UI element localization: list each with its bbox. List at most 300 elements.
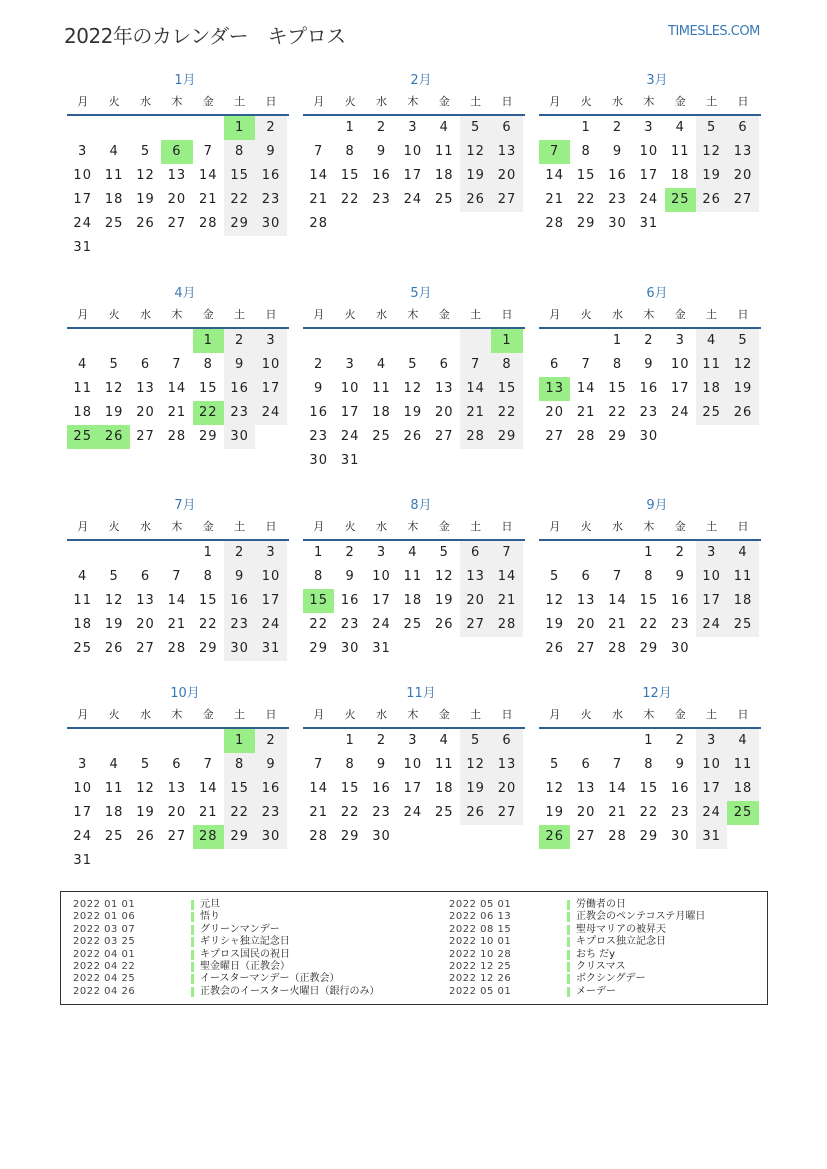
day-cell: 21 bbox=[198, 192, 218, 207]
holiday-date: 2022 01 06 bbox=[73, 911, 136, 923]
day-cell: 3 bbox=[408, 120, 418, 135]
weekday-label: 日 bbox=[737, 95, 749, 108]
day-cell: 24 bbox=[403, 192, 423, 207]
day-cell: 26 bbox=[539, 825, 570, 849]
weekday-label: 木 bbox=[171, 520, 183, 533]
empty-cell bbox=[727, 637, 758, 661]
day-cell: 24 bbox=[340, 429, 360, 444]
day-cell: 25 bbox=[67, 425, 98, 449]
weekday-label: 火 bbox=[344, 520, 356, 533]
holiday-marker bbox=[567, 912, 570, 922]
day-cell: 26 bbox=[545, 641, 564, 656]
holiday-legend bbox=[60, 891, 768, 1005]
day-cell: 10 bbox=[372, 569, 391, 584]
empty-cell bbox=[130, 729, 161, 753]
day-cell: 30 bbox=[309, 453, 328, 468]
month-block bbox=[539, 497, 761, 661]
day-cell: 17 bbox=[696, 777, 727, 801]
weekday-label: 水 bbox=[139, 308, 151, 321]
day-cell: 25 bbox=[665, 188, 696, 212]
day-cell: 16 bbox=[670, 593, 690, 608]
day-cell: 5 bbox=[696, 116, 727, 140]
day-cell: 13 bbox=[576, 781, 596, 796]
month-block bbox=[303, 685, 525, 849]
day-cell: 14 bbox=[198, 781, 218, 796]
weekday-header bbox=[539, 90, 761, 116]
day-cell: 17 bbox=[639, 168, 659, 183]
weekday-label: 日 bbox=[501, 308, 513, 321]
day-cell: 7 bbox=[203, 144, 213, 159]
day-cell: 1 bbox=[345, 120, 355, 135]
holiday-date: 2022 12 25 bbox=[449, 960, 512, 972]
day-cell: 12 bbox=[460, 753, 491, 777]
weekday-label: 月 bbox=[313, 95, 325, 108]
empty-cell bbox=[130, 236, 161, 260]
day-cell: 19 bbox=[545, 805, 564, 820]
day-cell: 27 bbox=[727, 188, 758, 212]
day-cell: 11 bbox=[727, 565, 758, 589]
day-cell: 22 bbox=[491, 401, 522, 425]
day-cell: 18 bbox=[434, 168, 454, 183]
day-cell: 18 bbox=[73, 405, 92, 420]
holiday-date: 2022 10 28 bbox=[449, 948, 512, 960]
day-cell: 20 bbox=[545, 405, 564, 420]
day-cell: 2 bbox=[376, 120, 387, 135]
holiday-name: イースターマンデー（正教会） bbox=[200, 973, 340, 985]
month-block bbox=[539, 72, 761, 236]
day-cell: 3 bbox=[644, 120, 654, 135]
weekday-label: 月 bbox=[549, 708, 561, 721]
day-cell: 12 bbox=[727, 353, 758, 377]
day-cell: 18 bbox=[372, 405, 391, 420]
day-cell: 27 bbox=[460, 613, 491, 637]
month-name: 1月 bbox=[174, 73, 196, 88]
month-block bbox=[67, 685, 289, 873]
day-cell: 14 bbox=[309, 781, 328, 796]
day-cell: 31 bbox=[73, 240, 92, 255]
month-name: 7月 bbox=[174, 498, 196, 513]
day-cell: 3 bbox=[78, 757, 88, 772]
day-cell: 23 bbox=[670, 617, 690, 632]
weekday-label: 木 bbox=[643, 95, 655, 108]
day-cell: 9 bbox=[675, 757, 685, 772]
day-cell: 14 bbox=[198, 168, 218, 183]
holiday-marker bbox=[191, 974, 194, 984]
day-cell: 24 bbox=[255, 401, 286, 425]
day-cell: 22 bbox=[608, 405, 627, 420]
month-block bbox=[67, 497, 289, 661]
day-cell: 21 bbox=[167, 617, 187, 632]
day-cell: 17 bbox=[403, 781, 423, 796]
day-cell: 14 bbox=[491, 565, 522, 589]
day-cell: 24 bbox=[73, 216, 92, 231]
weekday-header bbox=[539, 703, 761, 729]
day-cell: 21 bbox=[608, 805, 627, 820]
weekday-label: 月 bbox=[77, 708, 89, 721]
day-cell: 11 bbox=[434, 757, 454, 772]
day-cell: 28 bbox=[309, 216, 328, 231]
weekday-label: 月 bbox=[549, 308, 561, 321]
day-cell: 16 bbox=[670, 781, 690, 796]
day-cell: 15 bbox=[224, 777, 255, 801]
weekday-label: 土 bbox=[234, 520, 246, 533]
day-cell: 12 bbox=[104, 381, 124, 396]
day-cell: 10 bbox=[73, 781, 92, 796]
empty-cell bbox=[491, 637, 522, 661]
legend-row bbox=[449, 924, 705, 936]
day-cell: 2 bbox=[376, 733, 387, 748]
day-cell: 25 bbox=[104, 216, 124, 231]
day-cell: 22 bbox=[340, 192, 360, 207]
day-cell: 6 bbox=[140, 569, 151, 584]
legend-row bbox=[449, 961, 705, 973]
day-cell: 2 bbox=[255, 116, 286, 140]
empty-cell bbox=[161, 329, 192, 353]
day-cell: 1 bbox=[314, 545, 324, 560]
day-cell: 20 bbox=[167, 192, 187, 207]
day-cell: 5 bbox=[550, 757, 560, 772]
day-cell: 23 bbox=[224, 613, 255, 637]
day-cell: 7 bbox=[491, 541, 522, 565]
day-cell: 22 bbox=[639, 617, 659, 632]
day-cell: 13 bbox=[460, 565, 491, 589]
weekday-label: 火 bbox=[108, 308, 120, 321]
day-cell: 22 bbox=[193, 401, 224, 425]
empty-cell bbox=[98, 116, 129, 140]
empty-cell bbox=[727, 825, 758, 849]
empty-cell bbox=[696, 637, 727, 661]
day-cell: 30 bbox=[670, 829, 690, 844]
month-name: 4月 bbox=[174, 286, 196, 301]
weekday-header bbox=[303, 90, 525, 116]
day-cell: 10 bbox=[403, 144, 423, 159]
empty-cell bbox=[727, 212, 758, 236]
day-cell: 27 bbox=[491, 188, 522, 212]
holiday-name: 労働者の日 bbox=[576, 899, 626, 910]
holiday-marker bbox=[567, 987, 570, 997]
weekday-label: 月 bbox=[77, 308, 89, 321]
day-cell: 2 bbox=[675, 545, 685, 560]
day-cell: 2 bbox=[675, 733, 685, 748]
day-cell: 22 bbox=[224, 188, 255, 212]
day-cell: 25 bbox=[104, 829, 124, 844]
day-cell: 25 bbox=[434, 192, 454, 207]
day-cell: 24 bbox=[696, 613, 727, 637]
day-cell: 1 bbox=[612, 333, 623, 348]
day-cell: 22 bbox=[198, 617, 218, 632]
day-cell: 23 bbox=[224, 401, 255, 425]
day-cell: 11 bbox=[727, 753, 758, 777]
day-cell: 14 bbox=[309, 168, 328, 183]
day-cell: 5 bbox=[109, 569, 119, 584]
month-block bbox=[539, 685, 761, 849]
day-cell: 19 bbox=[545, 617, 564, 632]
day-cell: 6 bbox=[727, 116, 758, 140]
holiday-marker bbox=[191, 937, 194, 947]
day-cell: 20 bbox=[460, 589, 491, 613]
day-cell: 21 bbox=[460, 401, 491, 425]
day-cell: 31 bbox=[696, 825, 727, 849]
day-cell: 13 bbox=[491, 140, 522, 164]
day-cell: 26 bbox=[460, 801, 491, 825]
weekday-label: 火 bbox=[580, 308, 592, 321]
holiday-marker bbox=[191, 900, 194, 910]
day-grid bbox=[67, 729, 289, 873]
legend-row bbox=[73, 924, 380, 936]
day-cell: 4 bbox=[675, 120, 685, 135]
weekday-label: 火 bbox=[344, 95, 356, 108]
empty-cell bbox=[193, 236, 224, 260]
day-cell: 15 bbox=[340, 168, 360, 183]
weekday-label: 金 bbox=[438, 520, 450, 533]
day-cell: 14 bbox=[608, 593, 627, 608]
day-cell: 17 bbox=[403, 168, 423, 183]
day-cell: 13 bbox=[136, 593, 155, 608]
weekday-label: 木 bbox=[171, 95, 183, 108]
day-cell: 4 bbox=[727, 541, 758, 565]
weekday-label: 木 bbox=[643, 708, 655, 721]
day-cell: 27 bbox=[136, 641, 155, 656]
day-cell: 10 bbox=[696, 565, 727, 589]
holiday-date: 2022 05 01 bbox=[449, 899, 512, 910]
empty-cell bbox=[429, 329, 460, 353]
weekday-label: 金 bbox=[674, 95, 686, 108]
weekday-header bbox=[539, 303, 761, 329]
weekday-label: 金 bbox=[202, 520, 214, 533]
holiday-date: 2022 10 01 bbox=[449, 936, 512, 948]
day-cell: 3 bbox=[696, 729, 727, 753]
day-cell: 24 bbox=[372, 617, 391, 632]
day-cell: 1 bbox=[193, 329, 224, 353]
holiday-marker bbox=[567, 937, 570, 947]
day-cell: 1 bbox=[644, 545, 654, 560]
day-cell: 25 bbox=[372, 429, 391, 444]
empty-cell bbox=[539, 729, 570, 753]
day-cell: 1 bbox=[224, 729, 255, 753]
day-cell: 12 bbox=[545, 593, 564, 608]
legend-column-right bbox=[449, 899, 705, 998]
day-grid bbox=[539, 329, 761, 449]
day-cell: 25 bbox=[727, 801, 758, 825]
weekday-label: 火 bbox=[344, 308, 356, 321]
day-grid bbox=[67, 116, 289, 260]
empty-cell bbox=[161, 849, 192, 873]
weekday-label: 土 bbox=[706, 95, 718, 108]
day-cell: 2 bbox=[224, 329, 255, 353]
day-cell: 29 bbox=[639, 641, 659, 656]
day-cell: 27 bbox=[576, 641, 596, 656]
day-cell: 10 bbox=[340, 381, 360, 396]
day-cell: 21 bbox=[309, 192, 328, 207]
day-cell: 2 bbox=[314, 357, 324, 372]
month-block bbox=[67, 72, 289, 260]
month-name: 9月 bbox=[646, 498, 668, 513]
holiday-marker bbox=[567, 974, 570, 984]
day-cell: 29 bbox=[309, 641, 328, 656]
weekday-header bbox=[303, 703, 525, 729]
day-cell: 6 bbox=[550, 357, 560, 372]
empty-cell bbox=[98, 849, 129, 873]
day-cell: 7 bbox=[172, 357, 182, 372]
legend-row bbox=[449, 899, 705, 911]
day-grid bbox=[539, 116, 761, 236]
day-cell: 19 bbox=[403, 405, 423, 420]
day-cell: 28 bbox=[193, 825, 224, 849]
day-cell: 26 bbox=[98, 425, 129, 449]
day-cell: 23 bbox=[340, 617, 360, 632]
day-cell: 16 bbox=[309, 405, 328, 420]
day-cell: 30 bbox=[372, 829, 391, 844]
holiday-marker bbox=[567, 950, 570, 960]
day-cell: 18 bbox=[696, 377, 727, 401]
day-cell: 21 bbox=[608, 617, 627, 632]
day-cell: 19 bbox=[104, 617, 124, 632]
day-cell: 13 bbox=[539, 377, 570, 401]
day-cell: 12 bbox=[460, 140, 491, 164]
empty-cell bbox=[366, 329, 397, 353]
day-cell: 4 bbox=[408, 545, 418, 560]
weekday-label: 水 bbox=[375, 308, 387, 321]
holiday-date: 2022 05 01 bbox=[449, 985, 512, 997]
day-cell: 9 bbox=[644, 357, 654, 372]
day-cell: 22 bbox=[224, 801, 255, 825]
day-cell: 28 bbox=[309, 829, 328, 844]
empty-cell bbox=[130, 116, 161, 140]
day-cell: 27 bbox=[167, 829, 187, 844]
day-cell: 15 bbox=[639, 781, 659, 796]
day-cell: 30 bbox=[670, 641, 690, 656]
legend-row bbox=[449, 949, 705, 961]
weekday-label: 水 bbox=[139, 708, 151, 721]
day-cell: 6 bbox=[581, 757, 591, 772]
day-cell: 16 bbox=[255, 164, 286, 188]
day-cell: 5 bbox=[460, 729, 491, 753]
day-cell: 5 bbox=[439, 545, 449, 560]
day-cell: 26 bbox=[696, 188, 727, 212]
day-cell: 19 bbox=[104, 405, 124, 420]
empty-cell bbox=[491, 212, 522, 236]
weekday-header bbox=[67, 90, 289, 116]
empty-cell bbox=[130, 329, 161, 353]
day-cell: 27 bbox=[136, 429, 155, 444]
page-title: 2022年のカレンダー キプロス bbox=[64, 24, 346, 48]
day-cell: 25 bbox=[73, 641, 92, 656]
empty-cell bbox=[366, 449, 397, 473]
holiday-marker bbox=[191, 912, 194, 922]
day-cell: 17 bbox=[340, 405, 360, 420]
day-cell: 23 bbox=[639, 405, 659, 420]
empty-cell bbox=[429, 637, 460, 661]
month-name: 5月 bbox=[410, 286, 432, 301]
day-cell: 12 bbox=[403, 381, 423, 396]
brand-link[interactable]: TIMESLES.COM bbox=[668, 24, 760, 39]
empty-cell bbox=[491, 825, 522, 849]
weekday-label: 月 bbox=[77, 520, 89, 533]
day-cell: 12 bbox=[696, 140, 727, 164]
day-cell: 14 bbox=[608, 781, 627, 796]
day-cell: 29 bbox=[198, 429, 218, 444]
day-cell: 4 bbox=[727, 729, 758, 753]
day-cell: 11 bbox=[403, 569, 423, 584]
day-cell: 23 bbox=[255, 188, 286, 212]
day-cell: 19 bbox=[434, 593, 454, 608]
day-cell: 20 bbox=[167, 805, 187, 820]
day-cell: 5 bbox=[460, 116, 491, 140]
legend-row bbox=[73, 986, 380, 998]
day-cell: 18 bbox=[73, 617, 92, 632]
weekday-label: 水 bbox=[611, 308, 623, 321]
day-cell: 29 bbox=[491, 425, 522, 449]
day-cell: 26 bbox=[104, 641, 124, 656]
day-cell: 7 bbox=[612, 757, 623, 772]
day-cell: 16 bbox=[608, 168, 627, 183]
legend-row bbox=[449, 936, 705, 948]
day-cell: 16 bbox=[224, 589, 255, 613]
day-cell: 30 bbox=[255, 212, 286, 236]
day-cell: 31 bbox=[372, 641, 391, 656]
day-cell: 7 bbox=[612, 569, 623, 584]
day-cell: 9 bbox=[675, 569, 685, 584]
empty-cell bbox=[665, 425, 696, 449]
day-cell: 16 bbox=[372, 168, 391, 183]
weekday-label: 水 bbox=[139, 95, 151, 108]
month-name: 2月 bbox=[410, 73, 432, 88]
day-cell: 17 bbox=[73, 805, 92, 820]
weekday-label: 日 bbox=[265, 95, 277, 108]
weekday-label: 土 bbox=[706, 708, 718, 721]
empty-cell bbox=[224, 849, 255, 873]
day-cell: 3 bbox=[255, 329, 286, 353]
day-cell: 8 bbox=[345, 757, 355, 772]
day-cell: 27 bbox=[491, 801, 522, 825]
weekday-label: 金 bbox=[674, 708, 686, 721]
holiday-date: 2022 04 01 bbox=[73, 948, 136, 960]
day-cell: 24 bbox=[255, 613, 286, 637]
day-cell: 20 bbox=[491, 164, 522, 188]
weekday-label: 日 bbox=[501, 95, 513, 108]
holiday-name: 聖金曜日（正教会） bbox=[200, 960, 290, 972]
weekday-label: 日 bbox=[265, 308, 277, 321]
day-cell: 9 bbox=[314, 381, 324, 396]
legend-row bbox=[449, 911, 705, 923]
holiday-date: 2022 12 26 bbox=[449, 973, 512, 985]
weekday-label: 水 bbox=[375, 95, 387, 108]
day-cell: 31 bbox=[255, 637, 286, 661]
empty-cell bbox=[429, 212, 460, 236]
day-cell: 15 bbox=[491, 377, 522, 401]
day-cell: 21 bbox=[576, 405, 596, 420]
day-grid bbox=[67, 329, 289, 449]
weekday-label: 月 bbox=[77, 95, 89, 108]
day-cell: 25 bbox=[403, 617, 423, 632]
weekday-label: 水 bbox=[375, 708, 387, 721]
weekday-label: 火 bbox=[580, 708, 592, 721]
holiday-name: ボクシングデー bbox=[576, 973, 646, 985]
day-cell: 29 bbox=[224, 212, 255, 236]
day-cell: 10 bbox=[255, 565, 286, 589]
day-cell: 30 bbox=[255, 825, 286, 849]
day-cell: 15 bbox=[198, 593, 218, 608]
day-cell: 31 bbox=[73, 853, 92, 868]
empty-cell bbox=[397, 329, 428, 353]
day-cell: 15 bbox=[639, 593, 659, 608]
day-cell: 5 bbox=[550, 569, 560, 584]
day-cell: 2 bbox=[224, 541, 255, 565]
day-cell: 27 bbox=[545, 429, 564, 444]
day-cell: 24 bbox=[670, 405, 690, 420]
day-cell: 18 bbox=[104, 192, 124, 207]
day-cell: 28 bbox=[608, 641, 627, 656]
